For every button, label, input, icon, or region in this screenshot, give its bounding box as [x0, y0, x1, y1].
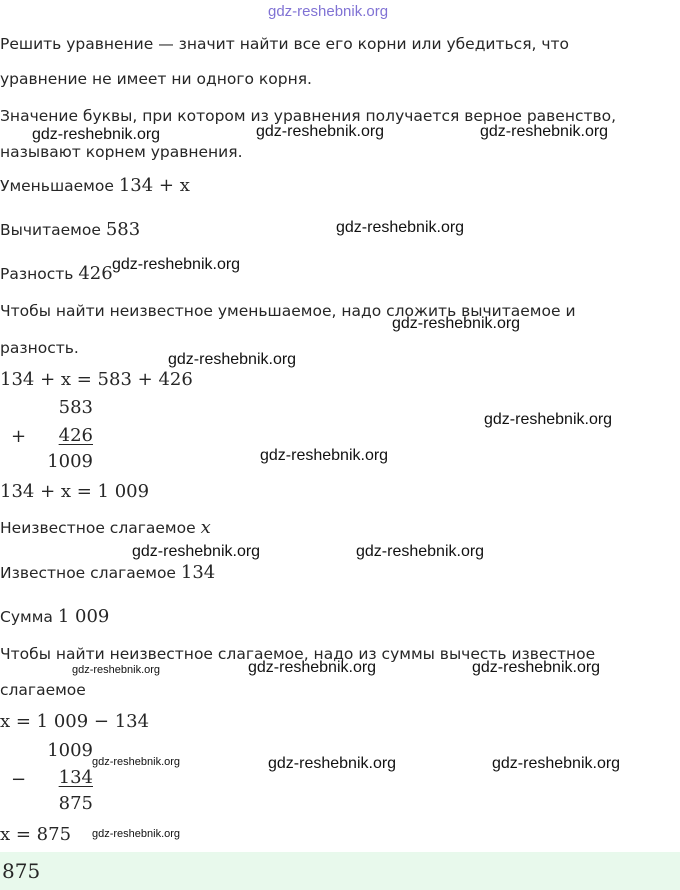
column-subtraction-bottom: 134: [58, 767, 93, 788]
intro-line-2: уравнение не имеет ни одного корня.: [0, 70, 312, 88]
subtrahend-value: 583: [105, 219, 141, 240]
difference-label: Разность: [0, 265, 74, 283]
minuend-label: Уменьшаемое: [0, 177, 114, 195]
plus-sign: +: [11, 426, 27, 447]
watermark-text-small: gdz-reshebnik.org: [92, 828, 181, 840]
column-addition-result: 1009: [47, 451, 93, 472]
unknown-addend-value: x: [200, 517, 211, 538]
column-subtraction-top: 1009: [47, 740, 93, 761]
watermark-text: gdz-reshebnik.org: [248, 659, 377, 676]
equation-2: x = 1 009 − 134: [0, 711, 150, 732]
difference-row: [0, 264, 113, 284]
watermark-text: gdz-reshebnik.org: [112, 256, 241, 273]
known-addend-value: 134: [180, 562, 216, 583]
watermark-text: gdz-reshebnik.org: [480, 123, 609, 140]
top-watermark: gdz-reshebnik.org: [268, 3, 389, 20]
watermark-text: gdz-reshebnik.org: [168, 351, 297, 368]
intro-line-3: Значение буквы, при котором из уравнения получается верное равенство,: [0, 107, 617, 125]
difference-value: 426: [78, 263, 113, 284]
subtrahend-label: Вычитаемое: [0, 221, 101, 239]
rule1-line-2: разность.: [0, 339, 79, 357]
known-addend-label: Известное слагаемое: [0, 564, 176, 582]
watermark-text: gdz-reshebnik.org: [356, 543, 485, 560]
watermark-text: gdz-reshebnik.org: [268, 755, 397, 772]
subtrahend-row: [0, 220, 140, 240]
sum-value: 1 009: [57, 606, 110, 627]
minuend-expr: 134 + x: [118, 175, 190, 196]
watermark-text: gdz-reshebnik.org: [336, 219, 465, 236]
column-subtraction-result: 875: [58, 793, 93, 814]
intro-line-4: называют корнем уравнения.: [0, 143, 243, 161]
watermark-text: gdz-reshebnik.org: [260, 447, 389, 464]
answer-value: 875: [2, 859, 41, 883]
intro-line-1: Решить уравнение — значит найти все его корни или убедиться, что: [0, 35, 570, 53]
watermark-text: gdz-reshebnik.org: [484, 411, 613, 428]
unknown-addend-row: [0, 518, 211, 538]
answer-box: [0, 852, 680, 890]
watermark-text: gdz-reshebnik.org: [256, 123, 385, 140]
watermark-text: gdz-reshebnik.org: [472, 659, 601, 676]
watermark-text-small: gdz-reshebnik.org: [92, 756, 181, 768]
sum-row: [0, 607, 109, 627]
rule2-line-2: слагаемое: [0, 681, 86, 699]
minus-sign: −: [11, 769, 27, 790]
rule2-line-1: Чтобы найти неизвестное слагаемое, надо из суммы вычесть известное: [0, 645, 596, 663]
sum-label: Сумма: [0, 608, 53, 626]
result-equation-1: 134 + x = 1 009: [0, 481, 150, 502]
column-addition-bottom: 426: [58, 425, 93, 446]
watermark-text-small: gdz-reshebnik.org: [72, 664, 161, 676]
watermark-text: gdz-reshebnik.org: [32, 126, 161, 143]
watermark-text: gdz-reshebnik.org: [392, 315, 521, 332]
minuend-row: [0, 176, 190, 196]
column-addition-top: 583: [58, 397, 93, 418]
equation-1: 134 + x = 583 + 426: [0, 369, 193, 390]
result-equation-2: x = 875: [0, 824, 72, 845]
rule1-line-1: Чтобы найти неизвестное уменьшаемое, надо сложить вычитаемое и: [0, 302, 576, 320]
watermark-text: gdz-reshebnik.org: [132, 543, 261, 560]
unknown-addend-label: Неизвестное слагаемое: [0, 519, 196, 537]
known-addend-row: [0, 563, 215, 583]
watermark-text: gdz-reshebnik.org: [492, 755, 621, 772]
